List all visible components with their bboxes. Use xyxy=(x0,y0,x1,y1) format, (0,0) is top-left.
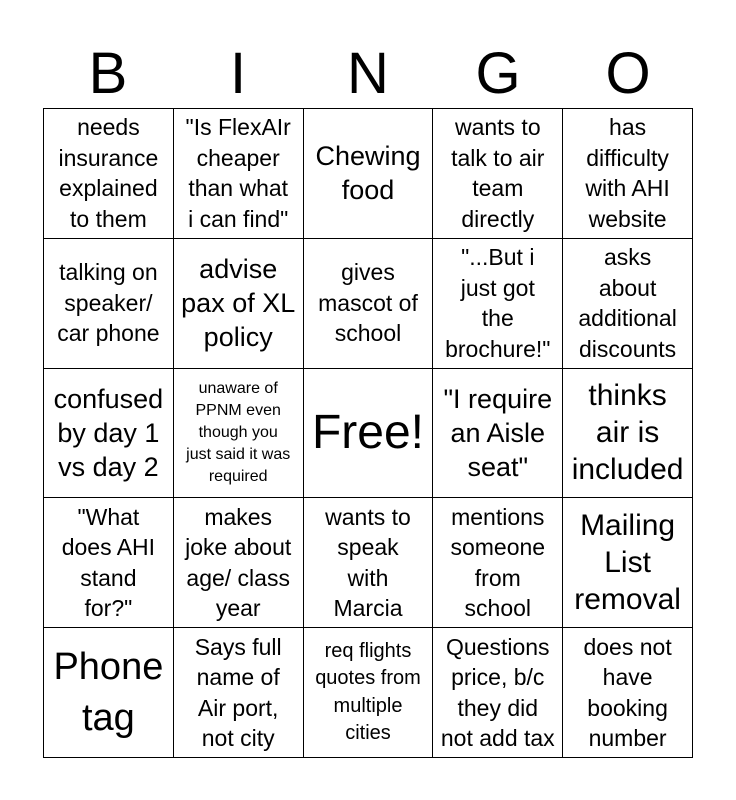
header-letter-o: O xyxy=(605,41,651,106)
bingo-cell[interactable] xyxy=(44,628,174,758)
bingo-cell[interactable] xyxy=(433,369,563,499)
bingo-cell[interactable] xyxy=(563,498,693,628)
bingo-cell[interactable] xyxy=(563,369,693,499)
bingo-cell[interactable] xyxy=(563,628,693,758)
bingo-cell[interactable] xyxy=(563,239,693,369)
bingo-cell[interactable] xyxy=(44,109,174,239)
bingo-cell[interactable] xyxy=(174,369,304,499)
cell-text: mentions someone from school xyxy=(450,503,546,622)
cell-text: Questions price, b/c they did not add tax xyxy=(440,633,555,752)
free-space[interactable] xyxy=(304,369,434,499)
bingo-cell[interactable] xyxy=(44,498,174,628)
cell-text: has difficulty with AHI website xyxy=(585,114,670,232)
cell-text: wants to speak with Marcia xyxy=(325,503,411,622)
cell-text: "What does AHI stand for?" xyxy=(61,503,156,622)
cell-text: talking on speaker/ car phone xyxy=(57,259,160,347)
cell-text: wants to talk to air team directly xyxy=(451,114,545,232)
cell-text: thinks air is included xyxy=(571,379,684,487)
bingo-cell[interactable] xyxy=(304,239,434,369)
header-letter-g: G xyxy=(475,41,521,106)
bingo-cell[interactable] xyxy=(433,239,563,369)
cell-text: "Is FlexAIr cheaper than what i can find" xyxy=(185,114,291,232)
bingo-cell[interactable] xyxy=(174,109,304,239)
cell-text: req flights quotes from multiple cities xyxy=(315,639,421,745)
cell-text: asks about additional discounts xyxy=(578,244,677,362)
cell-text: confused by day 1 vs day 2 xyxy=(53,383,164,482)
header-letter-n: N xyxy=(347,41,389,106)
bingo-cell[interactable] xyxy=(304,628,434,758)
bingo-cell[interactable] xyxy=(433,628,563,758)
bingo-cell[interactable] xyxy=(304,109,434,239)
cell-text: does not have booking number xyxy=(583,633,672,752)
cell-text: Mailing List removal xyxy=(574,509,681,617)
cell-text: Says full name of Air port, not city xyxy=(194,633,282,752)
bingo-cell[interactable] xyxy=(174,239,304,369)
bingo-cell[interactable] xyxy=(44,369,174,499)
bingo-cell[interactable] xyxy=(44,239,174,369)
bingo-cell[interactable] xyxy=(433,498,563,628)
cell-text: Chewing food xyxy=(315,141,421,206)
cell-text: needs insurance explained to them xyxy=(58,114,159,232)
bingo-cell[interactable] xyxy=(433,109,563,239)
bingo-cell[interactable] xyxy=(563,109,693,239)
cell-text: gives mascot of school xyxy=(318,259,418,347)
header-letter-b: B xyxy=(88,41,128,106)
bingo-cell[interactable] xyxy=(174,628,304,758)
cell-text: "...But i just got the brochure!" xyxy=(445,244,551,362)
cell-text: Phone tag xyxy=(53,645,164,739)
cell-text: makes joke about age/ class year xyxy=(185,503,292,622)
free-space-text: Free! xyxy=(311,405,424,459)
bingo-card-grid xyxy=(43,108,693,758)
cell-text: advise pax of XL policy xyxy=(181,254,296,353)
bingo-header xyxy=(43,38,693,110)
cell-text: "I require an Aisle seat" xyxy=(443,383,553,482)
bingo-cell[interactable] xyxy=(304,498,434,628)
bingo-cell[interactable] xyxy=(174,498,304,628)
header-letter-i: I xyxy=(229,41,247,106)
cell-text: unaware of PPNM even though you just said it was required xyxy=(186,379,291,485)
